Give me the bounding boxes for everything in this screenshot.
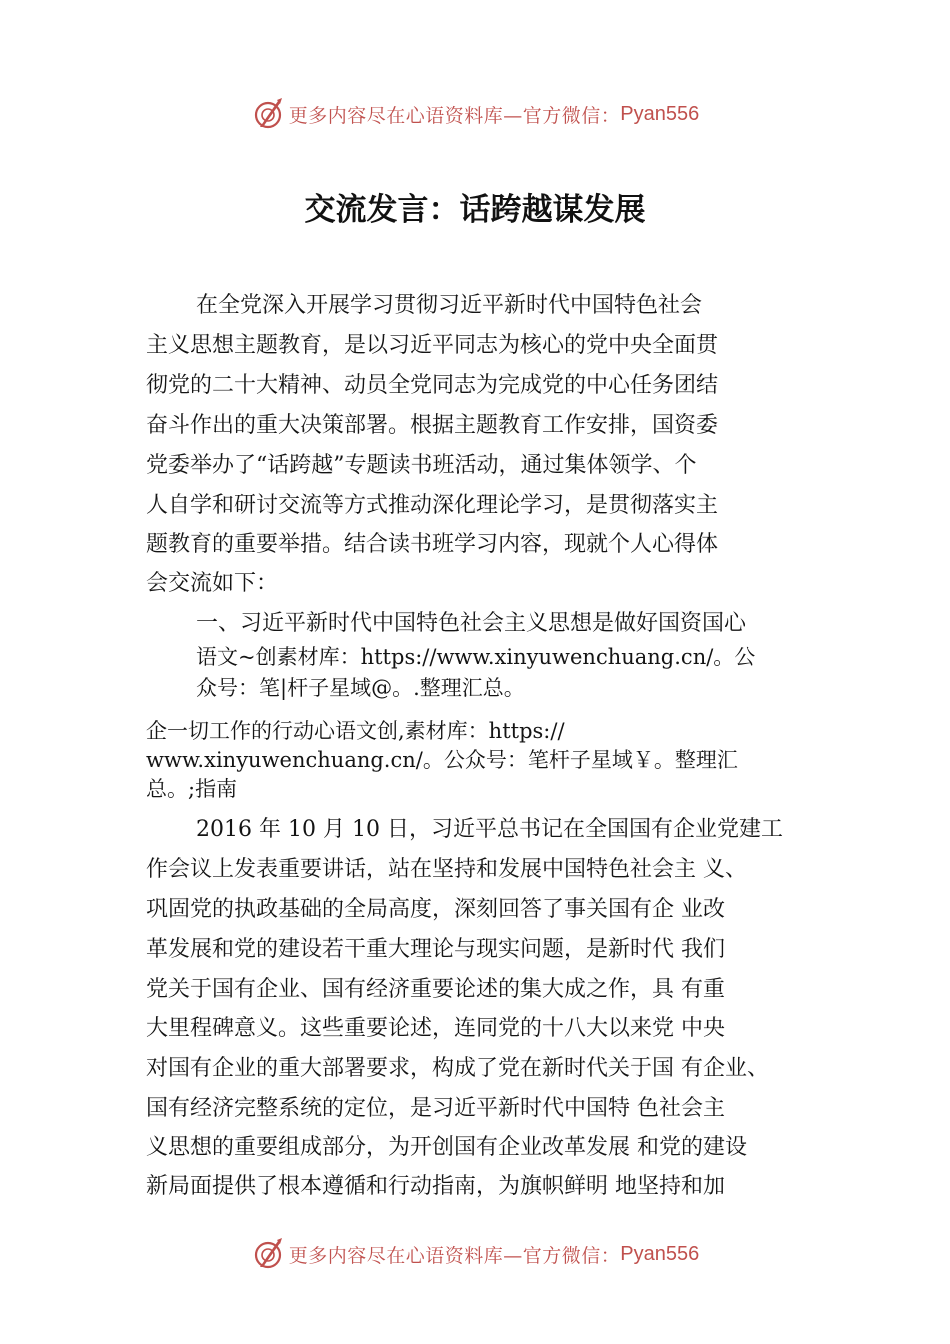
paragraph-line: 在全党深入开展学习贯彻习近平新时代中国特色社会 bbox=[196, 293, 703, 318]
paragraph-line: 彻党的二十大精神、动员全党同志为完成党的中心任务团结 bbox=[146, 373, 719, 398]
paragraph-line: 作会议上发表重要讲话，站在坚持和发展中国特色社会主 义、 bbox=[146, 857, 747, 882]
paragraph-line: 题教育的重要举措。结合读书班学习内容，现就个人心得体 bbox=[146, 532, 719, 557]
paragraph-line: 党关于国有企业、国有经济重要论述的集大成之作，具 有重 bbox=[146, 977, 725, 1002]
paragraph-line: 主义思想主题教育，是以习近平同志为核心的党中央全面贯 bbox=[146, 333, 719, 358]
inserted-watermark-line: 语文~创素材库：https://www.xinyuwenchuang.cn/。公 bbox=[196, 645, 756, 669]
banner-wechat-id: Pyan556 bbox=[620, 1242, 700, 1265]
paragraph-line: 党委举办了“话跨越”专题读书班活动，通过集体领学、个 bbox=[146, 453, 697, 478]
footer-watermark-banner bbox=[0, 1234, 950, 1274]
quill-logo-icon bbox=[251, 1237, 285, 1271]
paragraph-line: 大里程碑意义。这些重要论述，连同党的十八大以来党 中央 bbox=[146, 1016, 725, 1041]
paragraph-line: 奋斗作出的重大决策部署。根据主题教育工作安排，国资委 bbox=[146, 413, 719, 438]
banner-text: 更多内容尽在心语资料库—官方微信： bbox=[288, 104, 621, 127]
quill-logo-icon bbox=[251, 97, 285, 131]
section-heading-line: 一、习近平新时代中国特色社会主义思想是做好国资国心 bbox=[196, 611, 747, 636]
paragraph-line: 会交流如下： bbox=[146, 571, 279, 596]
banner-wechat-id: Pyan556 bbox=[620, 102, 700, 125]
document-title: 交流发言：话跨越谋发展 bbox=[304, 192, 646, 228]
paragraph-line: 人自学和研讨交流等方式推动深化理论学习，是贯彻落实主 bbox=[146, 493, 719, 518]
inserted-watermark-line: www.xinyuwenchuang.cn/。公众号：笔杆子星域￥。整理汇 bbox=[146, 748, 738, 772]
paragraph-line: 巩固党的执政基础的全局高度，深刻回答了事关国有企 业改 bbox=[146, 897, 725, 922]
inserted-watermark-line: 众号：笔|杆子星域@。.整理汇总。 bbox=[196, 676, 525, 700]
banner-text: 更多内容尽在心语资料库—官方微信： bbox=[288, 1244, 621, 1267]
paragraph-line: 新局面提供了根本遵循和行动指南，为旗帜鲜明 地坚持和加 bbox=[146, 1174, 725, 1199]
paragraph-line: 2016 年 10 月 10 日，习近平总书记在全国国有企业党建工 bbox=[196, 817, 783, 842]
header-watermark-banner bbox=[0, 94, 950, 134]
paragraph-line: 对国有企业的重大部署要求，构成了党在新时代关于国 有企业、 bbox=[146, 1056, 769, 1081]
inserted-watermark-line: 企一切工作的行动心语文创,素材库：https:// bbox=[146, 719, 565, 743]
paragraph-line: 国有经济完整系统的定位，是习近平新时代中国特 色社会主 bbox=[146, 1096, 725, 1121]
paragraph-line: 义思想的重要组成部分，为开创国有企业改革发展 和党的建设 bbox=[146, 1135, 747, 1160]
paragraph-line: 革发展和党的建设若干重大理论与现实问题，是新时代 我们 bbox=[146, 937, 725, 962]
inserted-watermark-line: 总。;指南 bbox=[146, 777, 238, 801]
